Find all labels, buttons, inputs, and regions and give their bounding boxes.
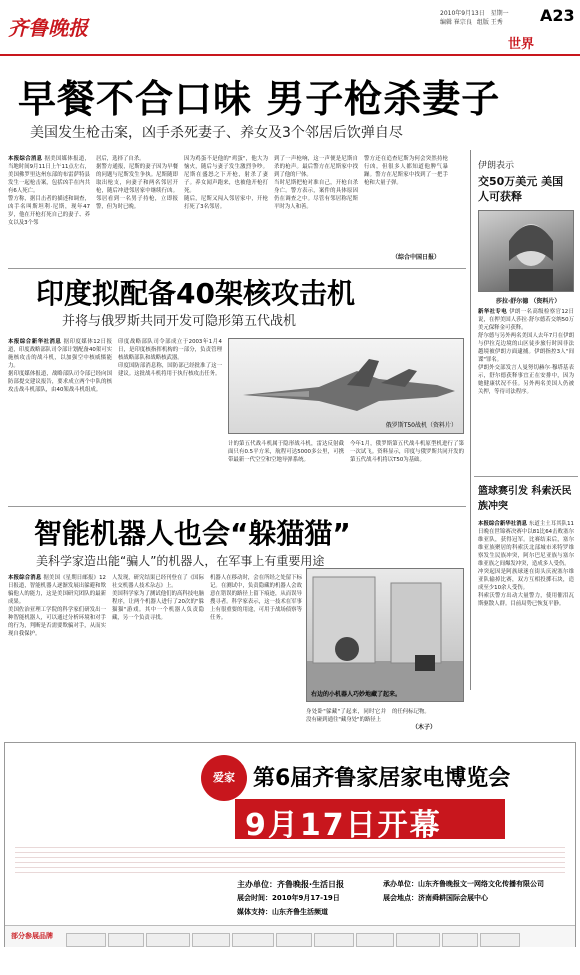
side2-body-text: 东道主土耳其队11日晚在世锦赛决赛中以81比64击败塞尔维亚队，获得冠军。比赛结束后，塞尔维亚族聚居的科索沃北部城市米特罗维察发生民族冲突，阿尔巴尼亚族与塞尔维亚族之间爆发冲突，造成多人受伤。 冲突起因是阿族球迷在街头庆祝塞尔维亚队输掉比赛，双方互相投掷石块，造成至少10余人受伤。 科索沃警方出动大量警力，使用催泪瓦斯驱散人群。目前局势已恢复平静。 xyxy=(478,521,574,607)
ad-big-date: 9月17日开幕 xyxy=(245,808,442,843)
story3-col2: 人发现，研究结果已经刊登在了《国际社交机器人技术杂志》上。 美国科学家为了测试他们的高科技电脑程序，让两个机器人进行了20次的"躲猫猫"游戏。其中一个机器人负责隐藏，另一个负责寻找。 xyxy=(112,575,204,621)
story2-dateline: 本报综合新华社消息 xyxy=(8,339,62,345)
story3-subhead: 美科学家造出能“骗人”的机器人，在军事上有重要用途 xyxy=(36,554,325,568)
masthead xyxy=(0,0,580,50)
robot-photo xyxy=(306,568,464,702)
exhibitor-logo xyxy=(442,933,478,947)
story1-headline: 早餐不合口味 男子枪杀妻子 xyxy=(18,77,501,121)
side1-body xyxy=(478,308,574,470)
story3-col1 xyxy=(8,574,106,734)
exhibitor-logo xyxy=(396,933,440,947)
exhibitor-logo xyxy=(480,933,520,947)
side1-headline: 交50万美元 美国人可获释 xyxy=(478,175,564,203)
story1-col1 xyxy=(8,155,90,263)
side2-body xyxy=(478,520,574,732)
story1-col5: 警方还在追查尼斯为何会突然持枪行凶，但很多人都知道他脾气暴躁。警方在尼斯家中找到了一把手枪和大量子弹。 xyxy=(364,156,448,186)
story3-col4: 身处卧"躲藏"了起来，同时它并没有碰到通往"藏身处"的路径上 xyxy=(306,709,386,723)
weekday-text: 星期一 xyxy=(490,10,509,17)
ad-date-banner xyxy=(235,799,505,843)
exhibitor-logo xyxy=(356,933,394,947)
side1-caption-text: 莎拉·舒尔德 xyxy=(496,298,529,305)
story1-subhead: 美国发生枪击案，凶手杀死妻子、养女及3个邻居后饮弹自尽 xyxy=(30,125,403,141)
exhibitor-logos xyxy=(65,929,521,948)
story3-col1-text: 据美国《星期日邮报》12日报道，智能机器人逐渐发展出躲避和欺骗他人的能力，这是美国研究团队的最新成果。 美国佐治亚理工学院的科学家们研发出一种智能机器人，可以通过分析环境和对手的行为，判断是否需要欺骗对手，从而实现自我保护。 xyxy=(8,575,106,637)
date-text: 2010年9月13日 xyxy=(440,10,485,17)
story2-col2: 印度战略部队司令部成立于2003年1月4日，是印度核指挥机构的一部分，负责管理核战略部队和战略核武器。 印度国防部消息称，国防部已经批准了这一建议。这批战斗机将用于执行核攻击任务。 xyxy=(118,339,222,377)
exhibitor-logo xyxy=(66,933,106,947)
side1-body-text: 伊朗一名高级检察官12日说，在押美国人莎拉·舒尔德若交纳50万美元保释金可获释。 舒尔德与另外两名美国人去年7月在伊朗与伊拉克边境的山区徒步旅行时因非法越境被伊朗方面逮捕。伊朗指控3人"间谍"罪名。 伊朗外交部发言人曼努切赫尔·穆塔基表示，舒尔德获释事宜正在安排中，因为她健康状况不佳。另外两名美国人仍被关押，等待司法程序。 xyxy=(478,309,574,395)
story2-headline: 印度拟配备40架核攻击机 xyxy=(36,277,355,310)
editor-text: 编辑 崔宗良 xyxy=(440,19,472,26)
exhibitor-logo xyxy=(192,933,230,947)
exhibitor-logo xyxy=(146,933,190,947)
ad-title: 第6届齐鲁家居家电博览会 xyxy=(253,766,511,791)
story2-bottom-rule xyxy=(8,506,466,507)
story3-col5: 的任何标记物。 xyxy=(392,709,430,715)
issue-date xyxy=(440,8,509,17)
ad-media: 媒体支持：山东齐鲁生活频道 xyxy=(237,908,328,916)
ad-undertaker: 承办单位：山东齐鲁晚报文一网络文化传播有限公司 xyxy=(383,880,544,888)
side1-dateline: 新华社专电 xyxy=(478,309,507,315)
page-number: A23 xyxy=(540,6,575,25)
ad-time: 展会时间：2010年9月17-19日 xyxy=(237,894,340,902)
hostage-portrait-photo xyxy=(478,210,574,292)
robot-photo-caption: 右边的小机器人巧妙地藏了起来。 xyxy=(311,691,402,698)
masthead-rule xyxy=(0,54,580,56)
story3-byline: （木子） xyxy=(412,724,437,731)
portrait-illustration xyxy=(479,211,574,292)
ad-brand-logo: 爱家 xyxy=(201,755,247,801)
story1-source: （综合中国日报） xyxy=(392,254,441,261)
story2-col1-text: 据印度媒体12日报道，印度战略部队司令部计划配备40架可实施核攻击的战斗机，以加强空中核威慑能力。 据印度媒体报道，战略部队司令部已经向国防部提交建议报告，要求成立两个中队的核攻击战斗机部队，由40架战斗机组成。 xyxy=(8,339,112,393)
story1-col1-text: 据美国媒体报道，当地时间9月11日上午11点左右，美国佛罗里达州东部的布雷萨特县发生一起枪击案，包括凶手在内共有6人死亡。 警方称，据目击者的描述和调查，凶手名叫斯坦利·尼斯，现年47岁，他在开枪打死自己的妻子、养女以及3个邻 xyxy=(8,156,90,226)
ad-exhibitors-bar xyxy=(5,925,575,947)
side1-bottom-rule xyxy=(474,476,578,477)
robot-room-illustration xyxy=(307,569,464,702)
exhibitor-logo xyxy=(108,933,144,947)
story2-col3: 计的第五代战斗机属于隐形战斗机，雷达反射截面只有0.5平方米，航程可达5000多公里，可携带最新一代空空和空地导弹系统。 xyxy=(228,441,344,463)
exhibitor-logo xyxy=(232,933,274,947)
side2-dateline: 本报综合新华社消息 xyxy=(478,521,528,527)
story2-col1 xyxy=(8,338,112,498)
story1-bottom-rule xyxy=(8,268,466,269)
story3-dateline: 本报综合消息 xyxy=(8,575,42,581)
jet-photo-caption: 俄罗斯T50战机（资料片） xyxy=(385,422,457,429)
side1-label: 伊朗表示 xyxy=(478,161,515,171)
section-name: 世界 xyxy=(508,37,535,52)
story2-col4: 今年1月，俄罗斯第五代战斗机原型机进行了第一次试飞。资料显示，印度与俄罗斯共同开发的第五代战斗机将以T50为基础。 xyxy=(350,441,464,463)
side2-headline: 篮球赛引发 科索沃民族冲突 xyxy=(478,486,572,512)
design-text: 组版 王秀 xyxy=(476,19,503,26)
jet-photo xyxy=(228,338,464,434)
story2-subhead: 并将与俄罗斯共同开发可隐形第五代战机 xyxy=(62,314,297,329)
side1-credit: （资料片） xyxy=(530,298,561,305)
story1-col4: 到了一声枪响，这一声便是尼斯自杀的枪声。最后警方在尼斯家中找到了他的尸体。 当时尼斯把枪对准自己，开枪自杀身亡。警方表示，案件的具体原因仍在调查之中。尽管有邻居称尼斯平时为人和善。 xyxy=(274,156,358,210)
side1-caption xyxy=(496,296,560,305)
story1-col3: 因为鸡蛋不是他的"鸡蛋"，他大为恼火，随后与妻子发生激烈争吵。尼斯在盛怒之下开枪，射杀了妻子。养女闻声跑来，也被他开枪打死。 随后，尼斯又闯入邻居家中，开枪打死了3名邻居。 xyxy=(184,156,268,210)
story3-headline: 智能机器人也会“躲猫猫” xyxy=(34,517,351,550)
editor-credits xyxy=(440,17,503,26)
exhibitors-label: 部分参展品牌 xyxy=(11,932,53,940)
paper-logo: 齐鲁晚报 xyxy=(8,16,88,40)
ad-fine-print xyxy=(15,843,565,873)
ad-venue: 展会地点：济南舜耕国际会展中心 xyxy=(383,894,488,902)
story1-col2: 居后，选择了自杀。 据警方通报，尼斯的妻子因为早餐的问题与尼斯发生争执。尼斯随即取出枪支，向妻子和两名邻居开枪，随后冲进邻居家中继续行凶。邻居看到一名男子持枪，立即报警，但为时已晚。 xyxy=(96,156,178,210)
exhibitor-logo xyxy=(314,933,354,947)
story3-col3: 机器人在移动时，会在所经之处留下标记。在测试中，负责隐藏的机器人会故意在错误的路径上留下痕迹，从而误导搜寻者。科学家表示，这一技术在军事上有很重要的用途，可用于战场侦察等任务。 xyxy=(210,575,302,621)
exhibitor-logo xyxy=(276,933,312,947)
ad-organizer: 主办单位：齐鲁晚报·生活日报 xyxy=(237,880,345,889)
side-divider xyxy=(470,150,471,690)
story1-dateline: 本报综合消息 xyxy=(8,156,43,162)
expo-ad xyxy=(4,742,576,947)
